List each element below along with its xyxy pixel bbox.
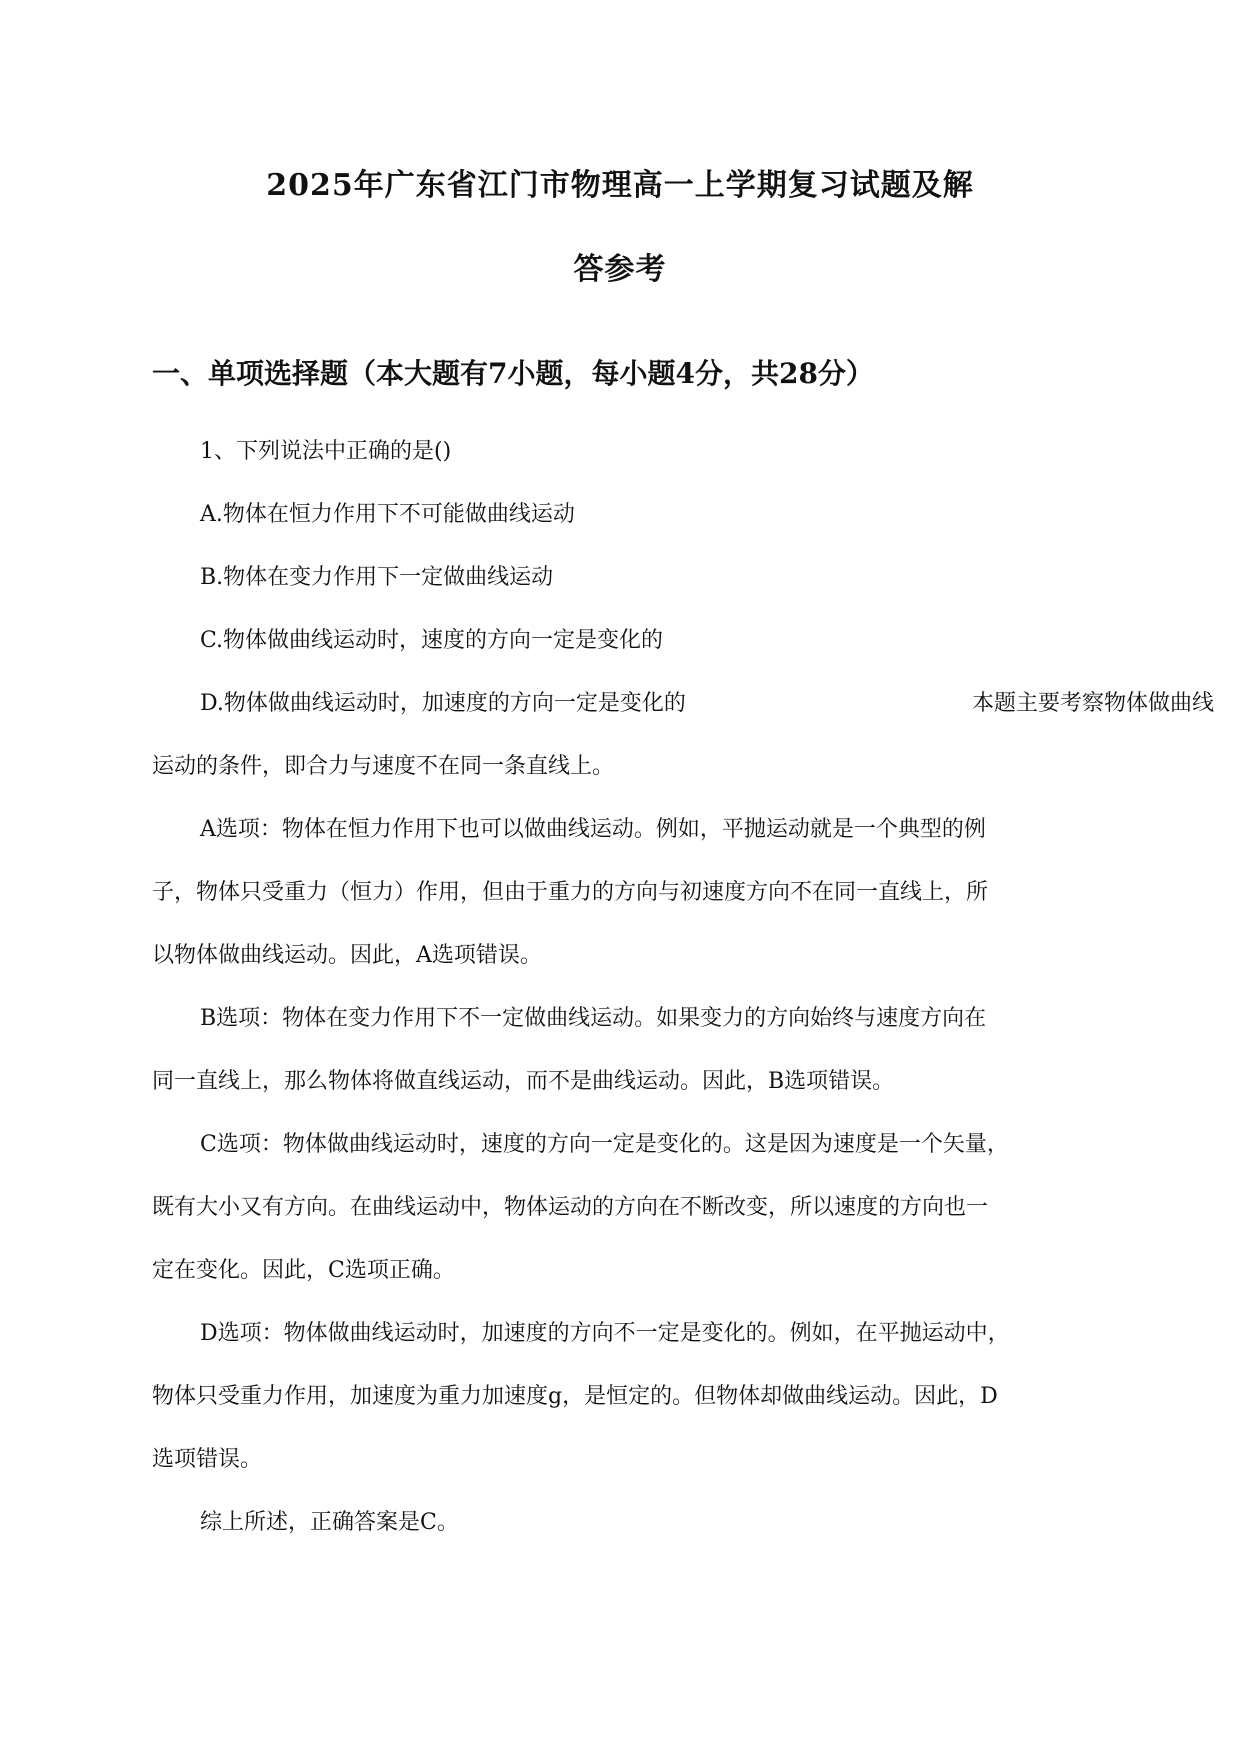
section-heading: 一、单项选择题（本大题有7小题，每小题4分，共28分）	[152, 357, 874, 390]
option-d-analysis-1: D选项：物体做曲线运动时，加速度的方向不一定是变化的。例如，在平抛运动中，	[200, 1321, 1010, 1346]
question-stem: 1、下列说法中正确的是()	[200, 439, 452, 464]
analysis-intro: 本题主要考察物体做曲线	[972, 691, 1215, 716]
option-c-analysis-1: C选项：物体做曲线运动时，速度的方向一定是变化的。这是因为速度是一个矢量，	[200, 1132, 1009, 1157]
option-d-analysis-2: 物体只受重力作用，加速度为重力加速度g，是恒定的。但物体却做曲线运动。因此，D	[152, 1384, 998, 1409]
option-c: C.物体做曲线运动时，速度的方向一定是变化的	[200, 628, 664, 653]
option-a-analysis-3: 以物体做曲线运动。因此，A选项错误。	[152, 943, 542, 968]
analysis-intro-cont: 运动的条件，即合力与速度不在同一条直线上。	[152, 754, 615, 779]
option-d: D.物体做曲线运动时，加速度的方向一定是变化的	[200, 691, 686, 716]
option-b-analysis-2: 同一直线上，那么物体将做直线运动，而不是曲线运动。因此，B选项错误。	[152, 1069, 895, 1094]
document-title-line-2: 答参考	[573, 252, 667, 287]
document-title-line-1: 2025年广东省江门市物理高一上学期复习试题及解	[266, 168, 974, 203]
option-c-analysis-2: 既有大小又有方向。在曲线运动中，物体运动的方向在不断改变，所以速度的方向也一	[152, 1195, 989, 1220]
option-a: A.物体在恒力作用下不可能做曲线运动	[200, 502, 575, 527]
option-c-analysis-3: 定在变化。因此，C选项正确。	[152, 1258, 455, 1283]
option-b-analysis-1: B选项：物体在变力作用下不一定做曲线运动。如果变力的方向始终与速度方向在	[200, 1006, 987, 1031]
option-b: B.物体在变力作用下一定做曲线运动	[200, 565, 554, 590]
option-d-analysis-3: 选项错误。	[152, 1447, 263, 1472]
answer-conclusion: 综上所述，正确答案是C。	[200, 1510, 459, 1535]
option-a-analysis-1: A选项：物体在恒力作用下也可以做曲线运动。例如，平抛运动就是一个典型的例	[200, 817, 986, 842]
option-a-analysis-2: 子，物体只受重力（恒力）作用，但由于重力的方向与初速度方向不在同一直线上，所	[152, 880, 989, 905]
option-d-line	[152, 688, 1215, 720]
